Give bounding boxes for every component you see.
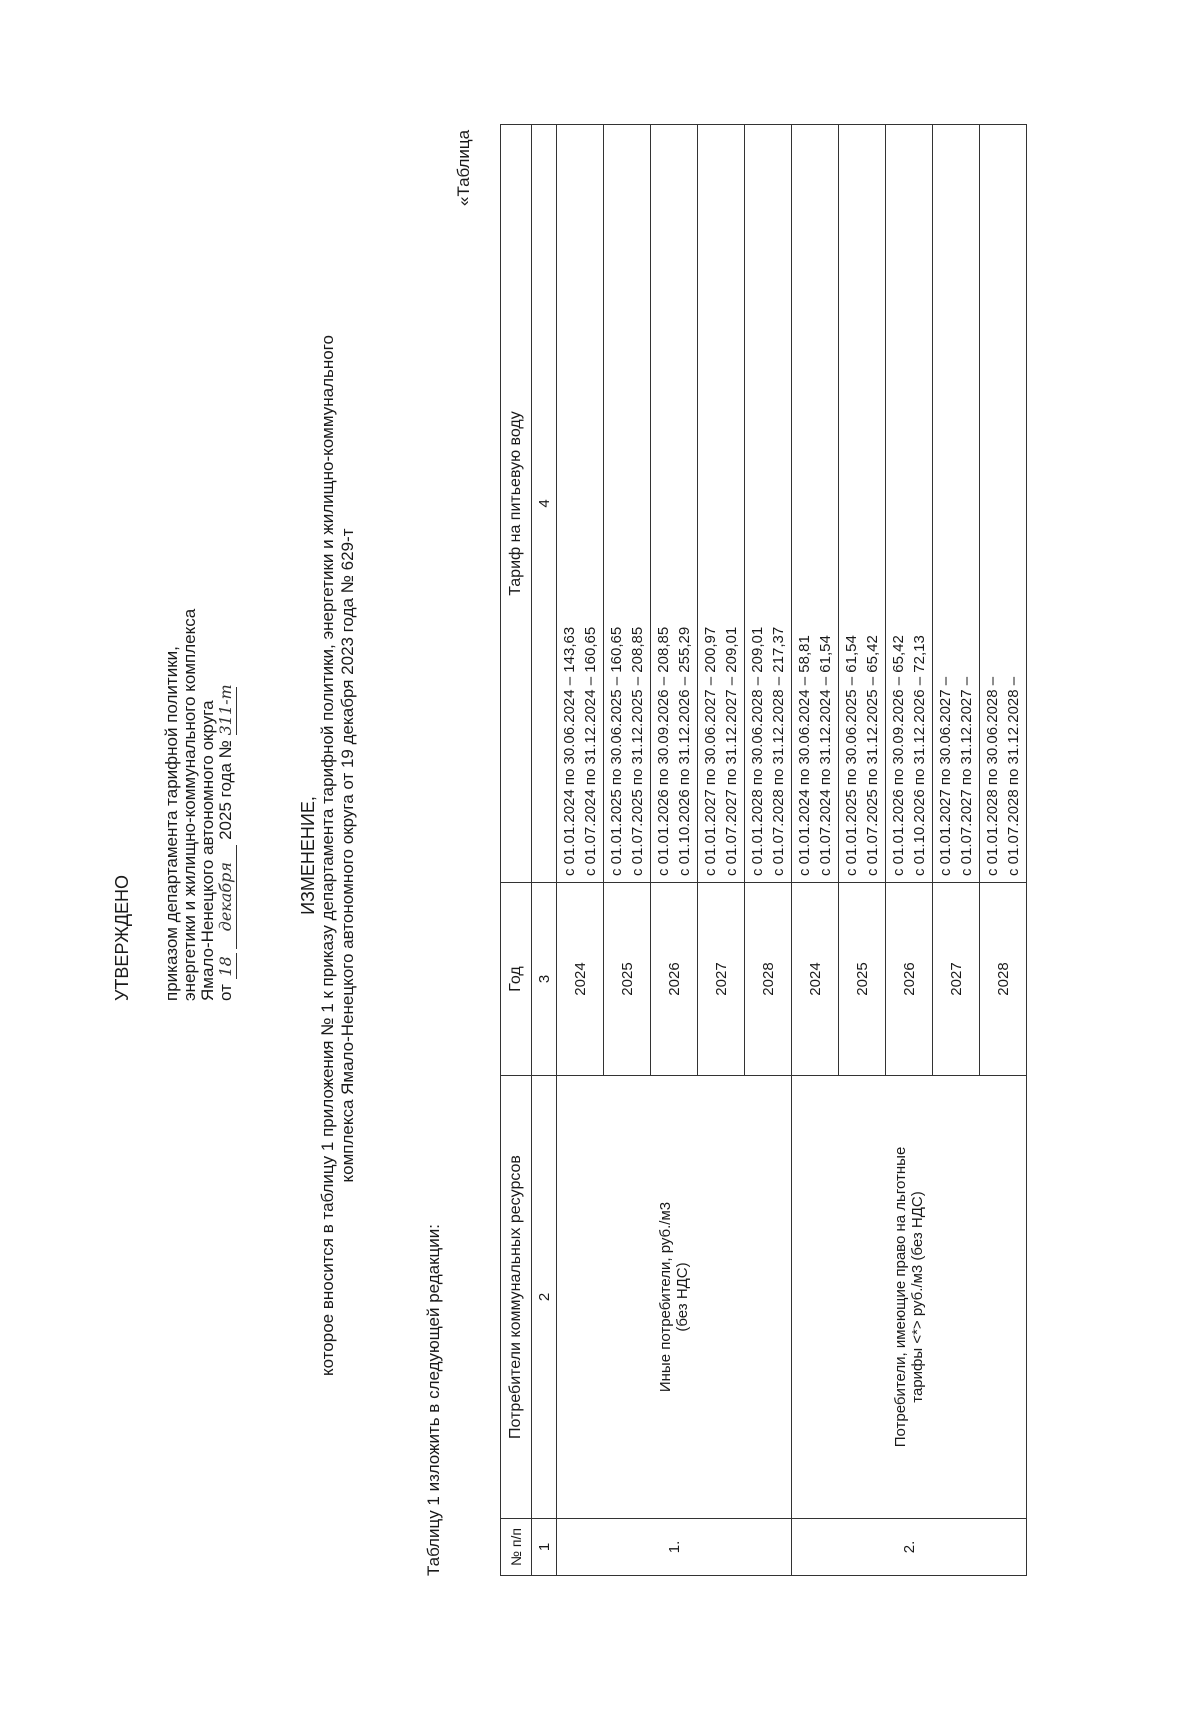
- approval-order-number: 311-т: [216, 684, 235, 736]
- tariff-periods-cell: с 01.01.2026 по 30.09.2026 – 208,85 с 01.10.2026 по 31.12.2026 – 255,29: [651, 125, 698, 883]
- tariff-periods-cell: с 01.01.2027 по 30.06.2027 – с 01.07.2027 по 31.12.2027 –: [933, 125, 980, 883]
- tariff-table: [500, 124, 1027, 1576]
- header-num: № п/п: [501, 1519, 532, 1576]
- col-number-4: 4: [532, 125, 557, 883]
- approval-line-2: энергетики и жилищно-коммунального комплекса: [180, 608, 199, 1001]
- header-year: Год: [501, 883, 532, 1076]
- tariff-periods-cell: с 01.01.2026 по 30.09.2026 – 65,42 с 01.10.2026 по 31.12.2026 – 72,13: [886, 125, 933, 883]
- year-cell: 2027: [698, 883, 745, 1076]
- year-cell: 2025: [604, 883, 651, 1076]
- table-row: [557, 125, 604, 1576]
- header-tariff: Тариф на питьевую воду: [501, 125, 532, 883]
- year-cell: 2024: [557, 883, 604, 1076]
- tariff-periods-cell: с 01.01.2028 по 30.06.2028 – с 01.07.2028 по 31.12.2028 –: [980, 125, 1027, 883]
- year-cell: 2024: [792, 883, 839, 1076]
- intro-text: Таблицу 1 изложить в следующей редакции:: [424, 1223, 443, 1576]
- table-header-row: [501, 125, 532, 1576]
- header-consumers: Потребители коммунальных ресурсов: [501, 1076, 532, 1519]
- year-cell: 2025: [839, 883, 886, 1076]
- col-number-2: 2: [532, 1076, 557, 1519]
- approval-heading: УТВЕРЖДЕНО: [112, 874, 132, 1001]
- tariff-periods-cell: с 01.01.2024 по 30.06.2024 – 58,81 с 01.07.2024 по 31.12.2024 – 61,54: [792, 125, 839, 883]
- approval-date-year: 2025 года №: [216, 740, 235, 840]
- change-title-line-1: которое вносится в таблицу 1 приложения № 1 к приказу департамента тарифной политики, энергетики и жилищно-коммунального: [318, 335, 337, 1376]
- year-cell: 2026: [651, 883, 698, 1076]
- col-number-1: 1: [532, 1519, 557, 1576]
- tariff-periods-cell: с 01.01.2025 по 30.06.2025 – 61,54 с 01.07.2025 по 31.12.2025 – 65,42: [839, 125, 886, 883]
- change-title-line-2: комплекса Ямало-Ненецкого автономного округа от 19 декабря 2023 года № 629-т: [338, 528, 357, 1183]
- group-2-consumer: Потребители, имеющие право на льготные тарифы <*> руб./м3 (без НДС): [792, 1076, 1027, 1519]
- tariff-periods-cell: с 01.01.2028 по 30.06.2028 – 209,01 с 01.07.2028 по 31.12.2028 – 217,37: [745, 125, 792, 883]
- change-heading: ИЗМЕНЕНИЕ,: [298, 796, 318, 915]
- tariff-periods-cell: с 01.01.2024 по 30.06.2024 – 143,63 с 01.07.2024 по 31.12.2024 – 160,65: [557, 125, 604, 883]
- approval-date-prefix: от: [216, 984, 235, 1001]
- table-label: «Таблица: [454, 129, 473, 206]
- year-cell: 2027: [933, 883, 980, 1076]
- col-number-3: 3: [532, 883, 557, 1076]
- approval-date-month: декабря: [216, 845, 237, 949]
- approval-date-day: 18: [216, 953, 237, 979]
- column-number-row: [532, 125, 557, 1576]
- group-1-consumer: Иные потребители, руб./м3 (без НДС): [557, 1076, 792, 1519]
- group-2-num: 2.: [792, 1519, 1027, 1576]
- tariff-periods-cell: с 01.01.2025 по 30.06.2025 – 160,65 с 01.07.2025 по 31.12.2025 – 208,85: [604, 125, 651, 883]
- year-cell: 2028: [980, 883, 1027, 1076]
- year-cell: 2026: [886, 883, 933, 1076]
- approval-date-line: [216, 684, 237, 1001]
- approval-line-3: Ямало-Ненецкого автономного округа: [198, 700, 217, 1001]
- table-row: [792, 125, 839, 1576]
- group-1-num: 1.: [557, 1519, 792, 1576]
- approval-line-1: приказом департамента тарифной политики,: [162, 646, 181, 1001]
- tariff-periods-cell: с 01.01.2027 по 30.06.2027 – 200,97 с 01.07.2027 по 31.12.2027 – 209,01: [698, 125, 745, 883]
- year-cell: 2028: [745, 883, 792, 1076]
